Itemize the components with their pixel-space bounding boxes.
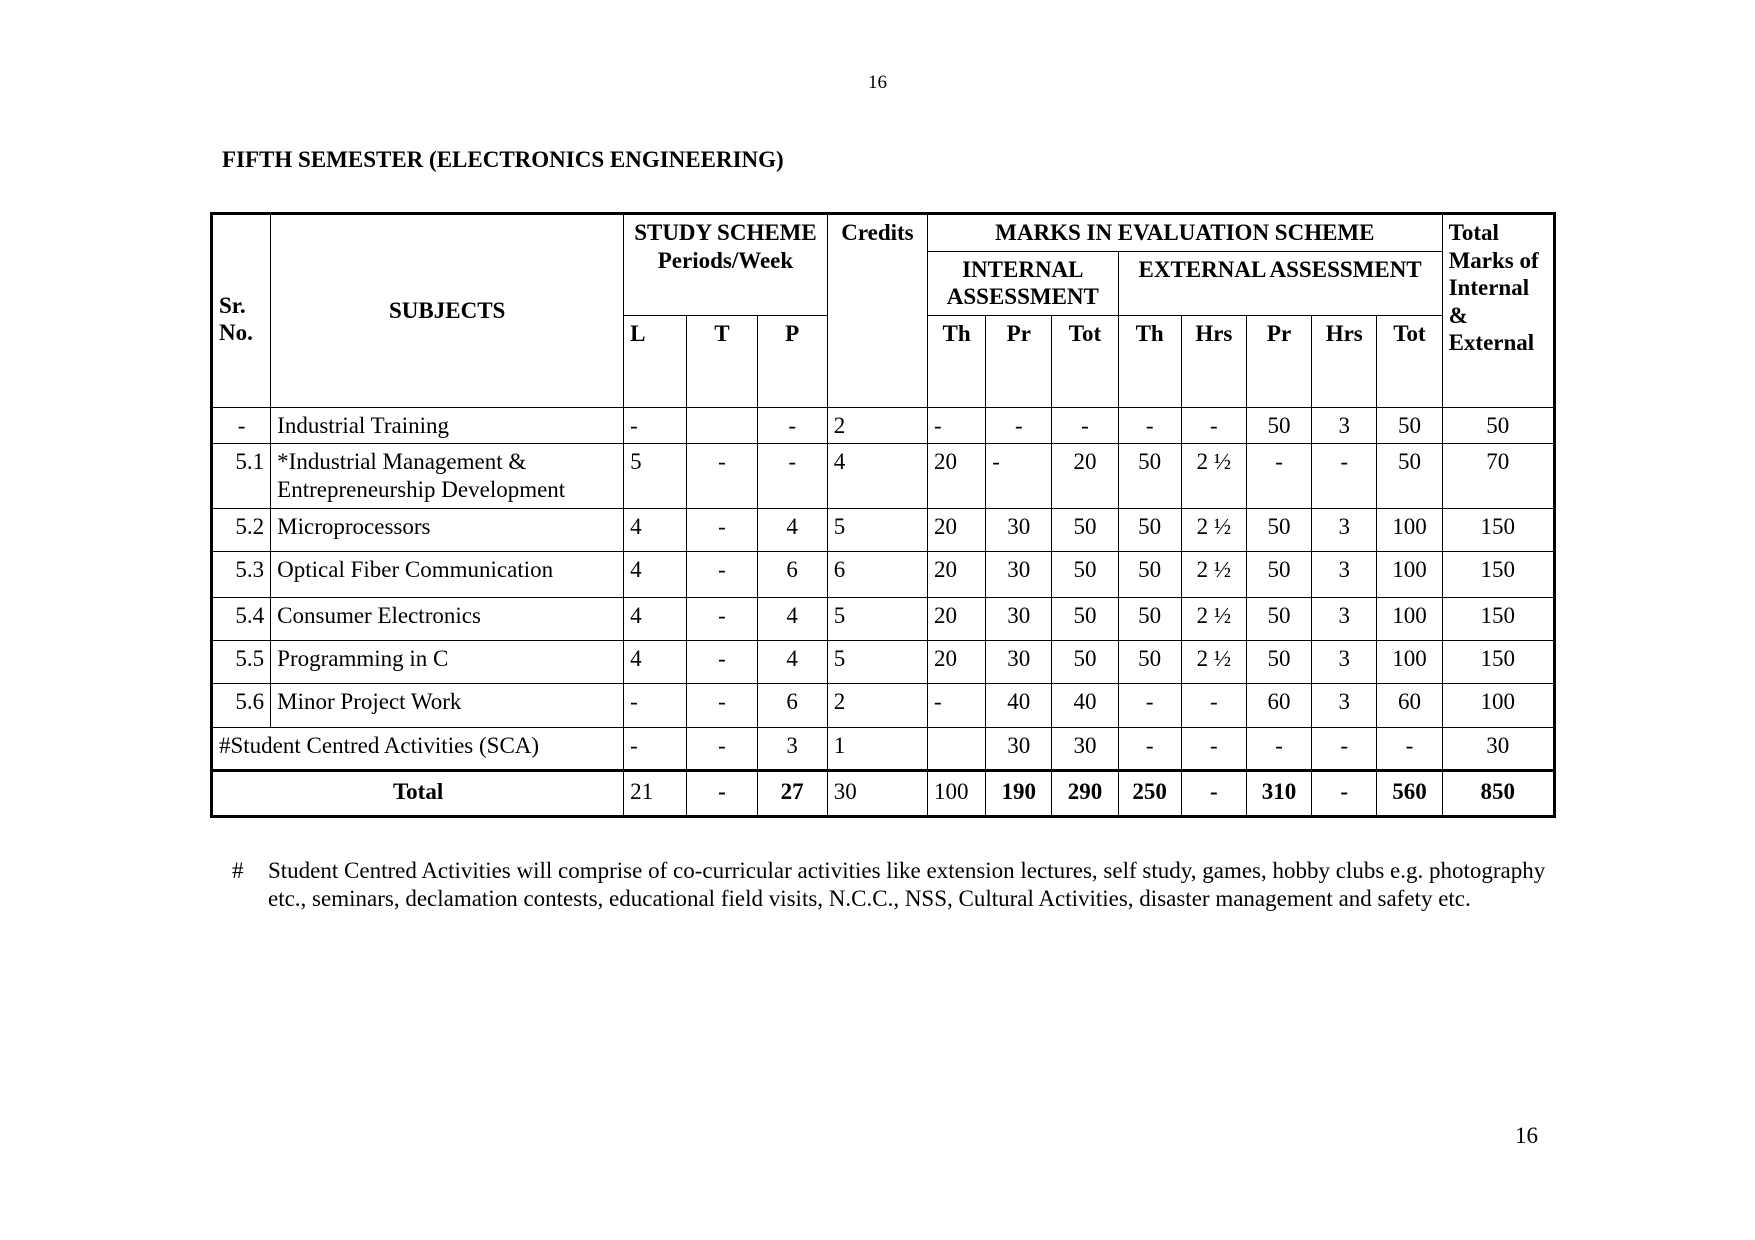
subject-name: Industrial Training: [271, 407, 624, 444]
subject-name: Consumer Electronics: [271, 597, 624, 640]
total-grand: 850: [1442, 770, 1554, 817]
cell-ext-th: 50: [1118, 551, 1181, 597]
sr-no: 5.6: [212, 683, 271, 727]
cell-t: [687, 407, 757, 444]
cell-ext-pr: 50: [1246, 640, 1311, 683]
cell-ext-tot: 100: [1377, 597, 1442, 640]
header-int-tot: Tot: [1052, 315, 1118, 407]
cell-int-tot: 50: [1052, 640, 1118, 683]
cell-ext-hrs: -: [1181, 683, 1246, 727]
cell-int-tot: 50: [1052, 597, 1118, 640]
cell-ext-hrs: 2 ½: [1181, 508, 1246, 551]
table-row: [212, 444, 1555, 508]
table-row: [212, 640, 1555, 683]
total-l: 21: [624, 770, 687, 817]
cell-t: -: [687, 444, 757, 508]
cell-ext-hrs: -: [1181, 407, 1246, 444]
cell-l: 4: [624, 640, 687, 683]
total-ext-th: 250: [1118, 770, 1181, 817]
cell-l: 4: [624, 508, 687, 551]
header-sr-no: Sr. No.: [212, 214, 271, 408]
cell-int-pr: 30: [986, 640, 1052, 683]
cell-t: -: [687, 551, 757, 597]
cell-ext-tot: 100: [1377, 551, 1442, 597]
header-ext-hrs: Hrs: [1181, 315, 1246, 407]
cell-credits: 2: [827, 683, 927, 727]
header-marks-evaluation: MARKS IN EVALUATION SCHEME: [928, 214, 1443, 252]
cell-ext-pr: 50: [1246, 508, 1311, 551]
cell-ext-hrs: 3: [1312, 551, 1377, 597]
cell-ext-hrs: 3: [1312, 508, 1377, 551]
cell-int-tot: 30: [1052, 727, 1118, 770]
cell-ext-tot: 50: [1377, 407, 1442, 444]
cell-int-th: [928, 727, 986, 770]
cell-int-pr: 30: [986, 508, 1052, 551]
subject-name: Minor Project Work: [271, 683, 624, 727]
subject-name: Optical Fiber Communication: [271, 551, 624, 597]
cell-ext-pr: -: [1246, 727, 1311, 770]
cell-int-pr: 30: [986, 551, 1052, 597]
cell-ext-hrs: 3: [1312, 683, 1377, 727]
page-title: FIFTH SEMESTER (ELECTRONICS ENGINEERING): [222, 147, 784, 172]
cell-total: 70: [1442, 444, 1554, 508]
header-ext-th: Th: [1118, 315, 1181, 407]
cell-p: 6: [757, 551, 827, 597]
header-l: L: [624, 315, 687, 407]
cell-t: -: [687, 640, 757, 683]
cell-ext-th: 50: [1118, 640, 1181, 683]
total-ext-tot: 560: [1377, 770, 1442, 817]
header-ext-tot: Tot: [1377, 315, 1442, 407]
header-study-scheme: STUDY SCHEME Periods/Week: [624, 214, 828, 316]
page-number-top: 16: [868, 72, 887, 93]
footnote-text: Student Centred Activities will comprise of co-curricular activities like extension lectures, self study, games, hobby clubs e.g. photography etc., seminars, declamation contests, educational field visits, N.C.C., NSS, Cultural Activities, disaster management and safety etc.: [268, 858, 1546, 911]
header-p: P: [757, 315, 827, 407]
sr-no: 5.1: [212, 444, 271, 508]
total-ext-hrs: -: [1181, 770, 1246, 817]
cell-t: -: [687, 683, 757, 727]
cell-ext-th: -: [1118, 727, 1181, 770]
total-ext-pr: 310: [1246, 770, 1311, 817]
cell-credits: 2: [827, 407, 927, 444]
cell-t: -: [687, 727, 757, 770]
cell-ext-tot: 50: [1377, 444, 1442, 508]
cell-t: -: [687, 597, 757, 640]
cell-int-th: 20: [928, 640, 986, 683]
total-int-tot: 290: [1052, 770, 1118, 817]
cell-p: 6: [757, 683, 827, 727]
header-ext-hrs: Hrs: [1312, 315, 1377, 407]
cell-ext-hrs: 3: [1312, 597, 1377, 640]
cell-l: 5: [624, 444, 687, 508]
cell-p: 3: [757, 727, 827, 770]
cell-total: 150: [1442, 597, 1554, 640]
cell-ext-th: 50: [1118, 597, 1181, 640]
header-int-th: Th: [928, 315, 986, 407]
total-ext-hrs: -: [1312, 770, 1377, 817]
total-row: [212, 770, 1555, 817]
sca-label: #Student Centred Activities (SCA): [212, 727, 624, 770]
cell-int-th: -: [928, 683, 986, 727]
cell-ext-hrs: 2 ½: [1181, 640, 1246, 683]
cell-l: -: [624, 407, 687, 444]
cell-ext-hrs: -: [1312, 727, 1377, 770]
sca-row: [212, 727, 1555, 770]
cell-int-tot: 20: [1052, 444, 1118, 508]
table-row: [212, 597, 1555, 640]
footnote: [232, 857, 1552, 913]
cell-ext-tot: 100: [1377, 640, 1442, 683]
cell-total: 30: [1442, 727, 1554, 770]
sr-no: -: [212, 407, 271, 444]
cell-ext-hrs: -: [1312, 444, 1377, 508]
cell-ext-hrs: 3: [1312, 640, 1377, 683]
cell-ext-hrs: 3: [1312, 407, 1377, 444]
cell-ext-pr: 50: [1246, 407, 1311, 444]
page-number-bottom: 16: [1515, 1123, 1538, 1148]
total-int-th: 100: [928, 770, 986, 817]
sr-no: 5.2: [212, 508, 271, 551]
cell-credits: 5: [827, 508, 927, 551]
header-ext-pr: Pr: [1246, 315, 1311, 407]
cell-total: 150: [1442, 551, 1554, 597]
cell-int-tot: 40: [1052, 683, 1118, 727]
subject-name: Programming in C: [271, 640, 624, 683]
cell-l: 4: [624, 597, 687, 640]
subject-name: Microprocessors: [271, 508, 624, 551]
cell-credits: 5: [827, 640, 927, 683]
cell-l: -: [624, 683, 687, 727]
cell-credits: 6: [827, 551, 927, 597]
cell-ext-th: 50: [1118, 508, 1181, 551]
cell-ext-th: -: [1118, 683, 1181, 727]
subject-name: *Industrial Management & Entrepreneurship Development: [271, 444, 624, 508]
cell-int-pr: 30: [986, 727, 1052, 770]
table-row: [212, 683, 1555, 727]
header-t: T: [687, 315, 757, 407]
cell-ext-th: -: [1118, 407, 1181, 444]
cell-t: -: [687, 508, 757, 551]
cell-l: 4: [624, 551, 687, 597]
cell-credits: 1: [827, 727, 927, 770]
cell-l: -: [624, 727, 687, 770]
cell-ext-pr: 50: [1246, 597, 1311, 640]
cell-total: 150: [1442, 640, 1554, 683]
cell-ext-th: 50: [1118, 444, 1181, 508]
evaluation-scheme-table: [210, 212, 1556, 818]
cell-ext-tot: 100: [1377, 508, 1442, 551]
cell-ext-pr: 60: [1246, 683, 1311, 727]
cell-total: 150: [1442, 508, 1554, 551]
cell-ext-pr: -: [1246, 444, 1311, 508]
cell-int-pr: -: [986, 444, 1052, 508]
cell-int-pr: 30: [986, 597, 1052, 640]
cell-credits: 5: [827, 597, 927, 640]
cell-ext-hrs: 2 ½: [1181, 444, 1246, 508]
cell-int-th: 20: [928, 551, 986, 597]
total-int-pr: 190: [986, 770, 1052, 817]
table-row: [212, 551, 1555, 597]
sr-no: 5.5: [212, 640, 271, 683]
cell-int-pr: -: [986, 407, 1052, 444]
cell-p: -: [757, 407, 827, 444]
header-total-marks: Total Marks of Internal & External: [1442, 214, 1554, 408]
header-internal-assessment: INTERNAL ASSESSMENT: [928, 251, 1119, 315]
cell-ext-pr: 50: [1246, 551, 1311, 597]
header-int-pr: Pr: [986, 315, 1052, 407]
cell-int-tot: 50: [1052, 508, 1118, 551]
table-row: [212, 407, 1555, 444]
total-label: Total: [212, 770, 624, 817]
total-t: -: [687, 770, 757, 817]
sr-no: 5.3: [212, 551, 271, 597]
cell-ext-tot: -: [1377, 727, 1442, 770]
cell-ext-tot: 60: [1377, 683, 1442, 727]
cell-p: 4: [757, 508, 827, 551]
cell-int-th: 20: [928, 508, 986, 551]
cell-int-th: 20: [928, 444, 986, 508]
total-credits: 30: [827, 770, 927, 817]
cell-p: 4: [757, 597, 827, 640]
cell-ext-hrs: -: [1181, 727, 1246, 770]
cell-int-th: 20: [928, 597, 986, 640]
total-p: 27: [757, 770, 827, 817]
cell-p: -: [757, 444, 827, 508]
footnote-symbol: #: [232, 858, 244, 883]
cell-credits: 4: [827, 444, 927, 508]
cell-int-th: -: [928, 407, 986, 444]
cell-total: 50: [1442, 407, 1554, 444]
cell-p: 4: [757, 640, 827, 683]
header-credits: Credits: [827, 214, 927, 408]
cell-int-tot: 50: [1052, 551, 1118, 597]
sr-no: 5.4: [212, 597, 271, 640]
cell-int-tot: -: [1052, 407, 1118, 444]
header-external-assessment: EXTERNAL ASSESSMENT: [1118, 251, 1442, 315]
table-row: [212, 508, 1555, 551]
cell-total: 100: [1442, 683, 1554, 727]
cell-ext-hrs: 2 ½: [1181, 551, 1246, 597]
header-subjects: SUBJECTS: [271, 214, 624, 408]
cell-int-pr: 40: [986, 683, 1052, 727]
cell-ext-hrs: 2 ½: [1181, 597, 1246, 640]
